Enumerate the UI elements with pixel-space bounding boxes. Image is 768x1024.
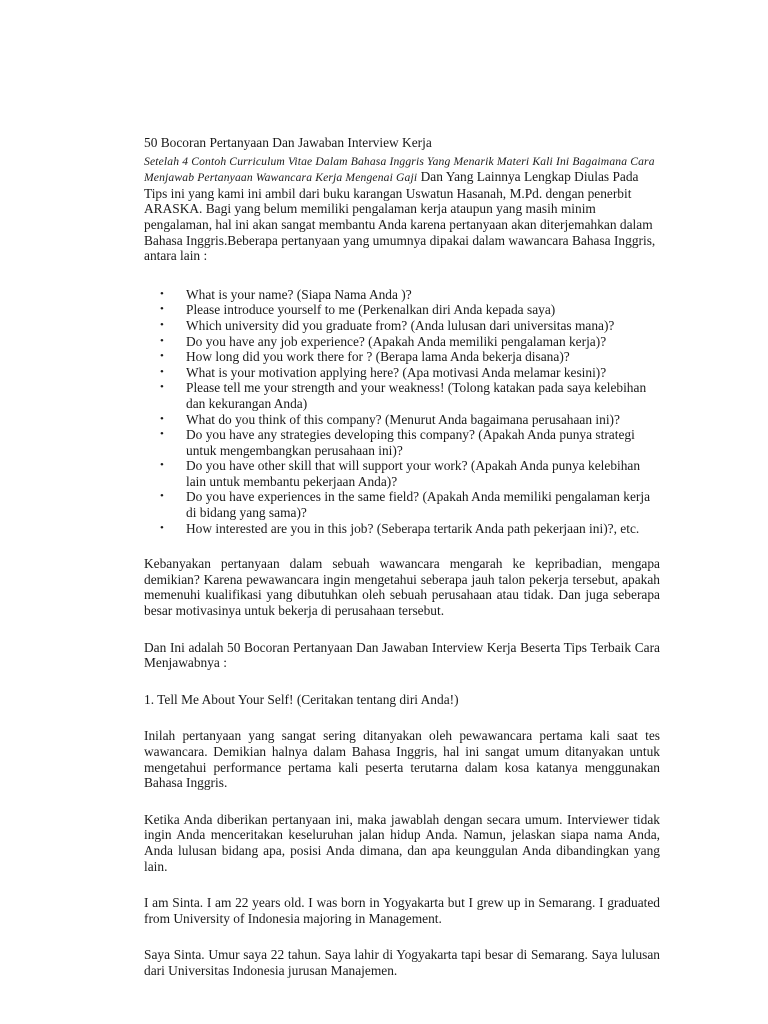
question-text: What is your name? (Siapa Nama Anda )? — [186, 286, 412, 302]
question-text: Do you have any job experience? (Apakah Anda memiliki pengalaman kerja)? — [186, 333, 607, 349]
question-item — [160, 333, 660, 350]
bullet-icon: • — [160, 318, 164, 331]
question-list — [144, 287, 660, 537]
paragraph-list-intro: Dan Ini adalah 50 Bocoran Pertanyaan Dan Jawaban Interview Kerja Beserta Tips Terbaik Cara Menjawabnya : — [144, 639, 660, 671]
paragraph-example-indonesian: Saya Sinta. Umur saya 22 tahun. Saya lahir di Yogyakarta tapi besar di Semarang. Saya lulusan dari Universitas Indonesia jurusan Manajemen. — [144, 947, 660, 978]
question-text: What is your motivation applying here? (Apa motivasi Anda melamar kesini)? — [186, 364, 607, 380]
intro-italic-lead: Setelah 4 Contoh Curriculum Vitae Dalam Bahasa Inggris Yang Menarik Materi Kali Ini Bagaimana Cara Menjawab Pertanyaan Wawancara Kerja Mengenai Gaji — [144, 154, 655, 185]
section-heading-1: 1. Tell Me About Your Self! (Ceritakan tentang diri Anda!) — [144, 691, 459, 707]
document-title: 50 Bocoran Pertanyaan Dan Jawaban Interview Kerja — [144, 135, 432, 150]
bullet-icon: • — [160, 428, 164, 441]
question-text: Do you have any strategies developing this company? (Apakah Anda punya strategi untuk mengembangkan perusahaan ini)? — [186, 427, 635, 458]
question-text: What do you think of this company? (Menurut Anda bagaimana perusahaan ini)? — [186, 411, 620, 427]
question-item — [160, 364, 660, 381]
question-text: Do you have experiences in the same field? (Apakah Anda memiliki pengalaman kerja di bidang yang sama)? — [186, 489, 651, 521]
question-item — [160, 349, 660, 365]
bullet-icon: • — [160, 334, 164, 347]
question-item — [160, 489, 660, 521]
paragraph-example-english: I am Sinta. I am 22 years old. I was born in Yogyakarta but I grew up in Semarang. I graduated from University of Indonesia majoring in Management. — [144, 895, 660, 926]
question-item — [160, 520, 660, 537]
question-item — [160, 380, 660, 411]
question-text: Please introduce yourself to me (Perkenalkan diri Anda kepada saya) — [186, 302, 556, 318]
paragraph-question-explanation: Inilah pertanyaan yang sangat sering ditanyakan oleh pewawancara pertama kali saat tes wawancara. Demikian halnya dalam Bahasa Inggris, hal ini sangat umum ditanyakan untuk mengetahui performance pertama kali peserta terutarna dalam kosa katanya menggunakan Bahasa Inggris. — [144, 728, 660, 791]
bullet-icon: • — [160, 365, 164, 378]
question-text: Do you have other skill that will support your work? (Apakah Anda punya kelebihan lain untuk membantu pekerjaan Anda)? — [186, 458, 641, 489]
question-item — [160, 302, 660, 318]
intro-rest: Dan Yang Lainnya Lengkap Diulas Pada Tips ini yang kami ini ambil dari buku karangan Uswatun Hasanah, M.Pd. dengan penerbit ARASKA. Bagi yang belum memiliki pengalaman kerja ataupun yang masih minim pengalaman, hal ini akan sangat membantu Anda karena pertanyaan akan diterjemahkan dalam Bahasa Inggris.Beberapa pertanyaan yang umumnya dipakai dalam wawancara Bahasa Inggris, antara lain : — [144, 169, 656, 264]
bullet-icon: • — [160, 490, 164, 503]
question-text: Please tell me your strength and your weakness! (Tolong katakan pada saya kelebihan dan kekurangan Anda) — [186, 380, 647, 411]
intro-paragraph — [144, 153, 660, 264]
question-item — [160, 317, 660, 334]
question-item — [160, 427, 660, 458]
bullet-icon: • — [160, 459, 164, 472]
bullet-icon: • — [160, 350, 164, 363]
question-item — [160, 411, 660, 428]
bullet-icon: • — [160, 521, 164, 534]
bullet-icon: • — [160, 303, 164, 316]
paragraph-answer-tips: Ketika Anda diberikan pertanyaan ini, maka jawablah dengan secara umum. Interviewer tidak ingin Anda menceritakan keseluruhan jalan hidup Anda. Namun, jelaskan siapa nama Anda, Anda lulusan bidang apa, posisi Anda dimana, dan apa keunggulan Anda dibandingkan yang lain. — [144, 811, 660, 874]
bullet-icon: • — [160, 412, 164, 425]
document-content — [144, 135, 660, 979]
question-text: How long did you work there for ? (Berapa lama Anda bekerja disana)? — [186, 349, 570, 365]
question-item — [160, 458, 660, 489]
paragraph-personality: Kebanyakan pertanyaan dalam sebuah wawancara mengarah ke kepribadian, mengapa demikian? Karena pewawancara ingin mengetahui seberapa jauh talon pekerja tersebut, apakah memenuhi kualifikasi yang dibutuhkan oleh sebuah perusahaan atau tidak. Dan juga seberapa besar motivasinya untuk bekerja di perusahaan tersebut. — [144, 556, 660, 619]
bullet-icon: • — [160, 287, 164, 300]
question-item — [160, 286, 660, 303]
question-text: How interested are you in this job? (Seberapa tertarik Anda path pekerjaan ini)?, etc. — [186, 520, 640, 536]
question-text: Which university did you graduate from? (Anda lulusan dari universitas mana)? — [186, 317, 615, 333]
bullet-icon: • — [160, 381, 164, 394]
